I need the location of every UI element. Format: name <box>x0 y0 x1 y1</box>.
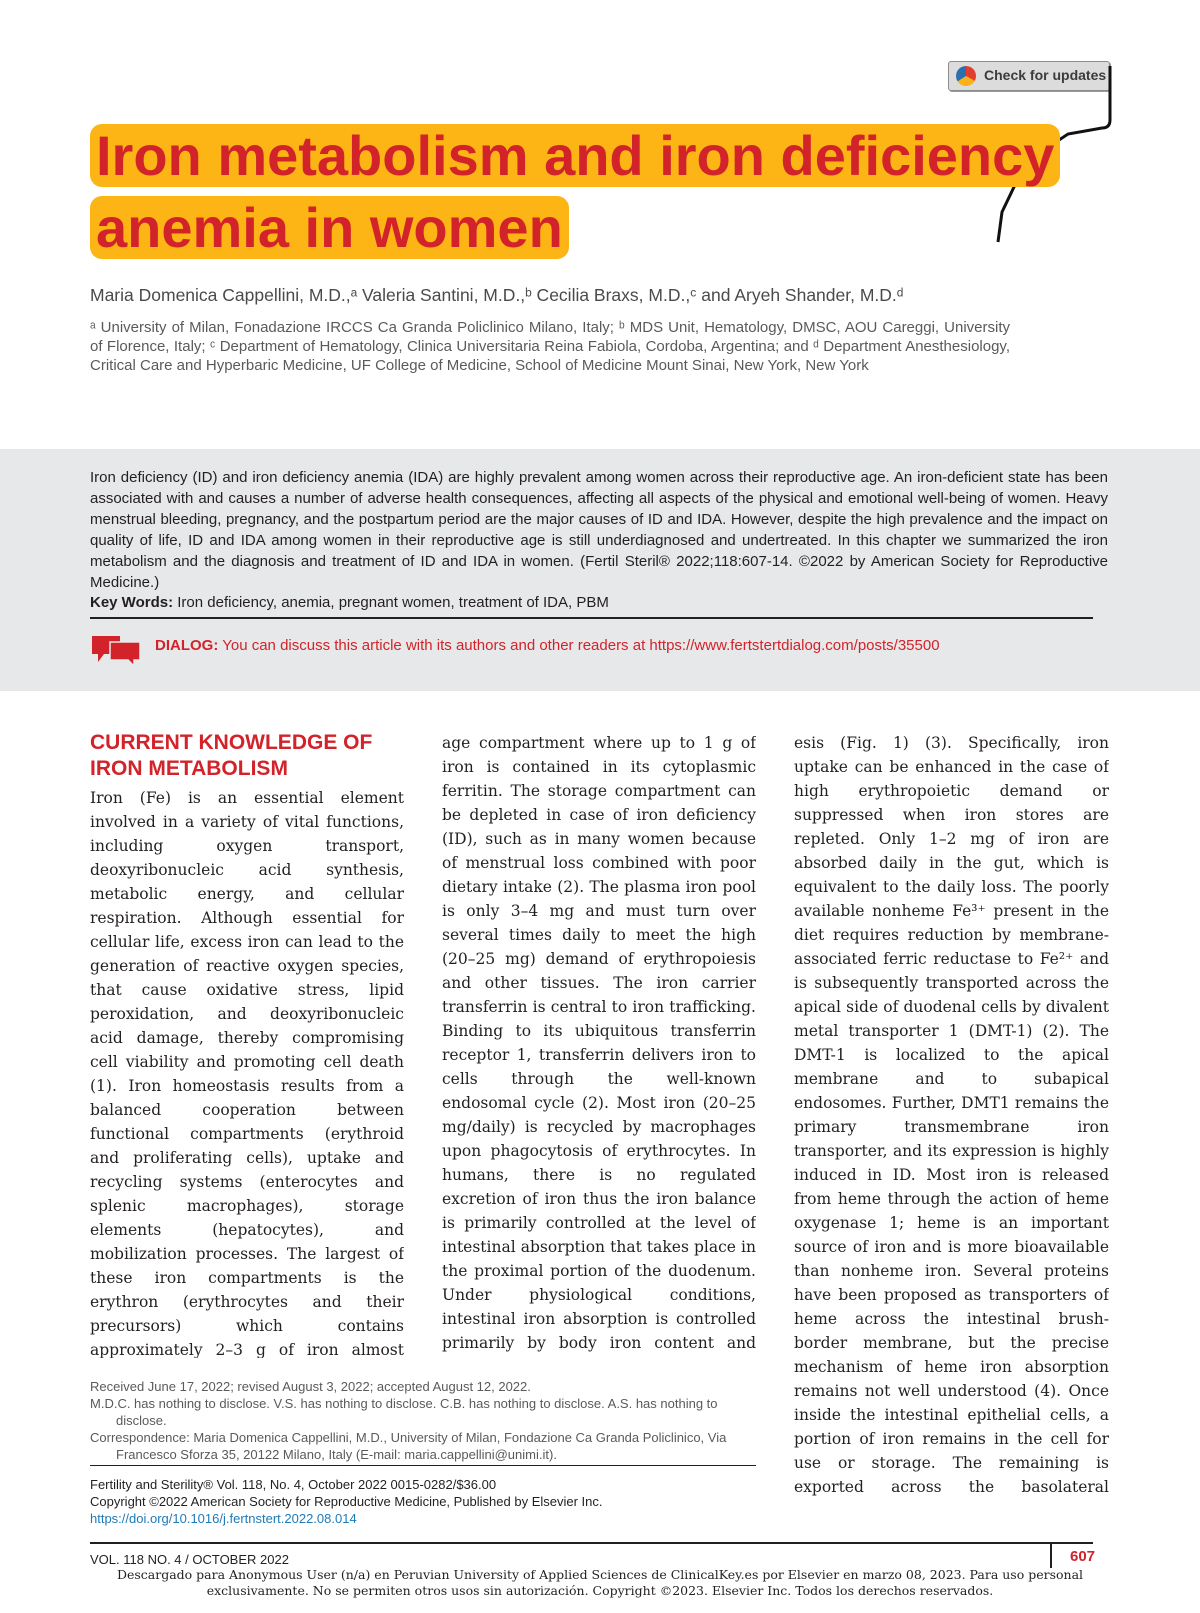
journal-citation: Fertility and Sterility® Vol. 118, No. 4, October 2022 0015-0282/$36.00 <box>90 1477 497 1492</box>
download-notice: Descargado para Anonymous User (n/a) en Peruvian University of Applied Sciences de ClinicalKey.es por Elsevier en marzo 08, 2023. Para uso personal exclusivamente. No se permiten otros usos sin autorización. Copyright ©2023. Elsevier Inc. Todos los derechos reservados. <box>116 1567 1084 1598</box>
volume-issue: VOL. 118 NO. 4 / OCTOBER 2022 <box>90 1552 289 1567</box>
affiliations: ᵃ University of Milan, Fonadazione IRCCS Ca Granda Policlinico Milano, Italy; ᵇ MDS Unit, Hematology, DMSC, AOU Careggi, University of Florence, Italy; ᶜ Department of Hematology, Clinica Universitaria Reina Fabiola, Cordoba, Argentina; and ᵈ Department Anesthesiology, Critical Care and Hyperbaric Medicine, UF College of Medicine, School of Medicine Mount Sinai, New York, New York <box>90 319 1010 374</box>
correspondence-note: Correspondence: Maria Domenica Cappellini, M.D., University of Milan, Fondazione Ca Granda Policlinico, Via Francesco Sforza 35, 20122 Milano, Italy (E-mail: maria.cappellini@unimi.it). <box>90 1430 727 1462</box>
keywords-label: Key Words: <box>90 594 174 611</box>
keywords <box>90 594 1108 611</box>
doi-link[interactable]: https://doi.org/10.1016/j.fertnstert.2022.08.014 <box>90 1511 357 1526</box>
page-number: 607 <box>1070 1548 1096 1565</box>
received-dates: Received June 17, 2022; revised August 3, 2022; accepted August 12, 2022. <box>90 1379 531 1394</box>
journal-info <box>90 1476 756 1527</box>
keywords-value: Iron deficiency, anemia, pregnant women, treatment of IDA, PBM <box>177 594 609 611</box>
footnote-divider <box>90 1465 756 1466</box>
journal-copyright: Copyright ©2022 American Society for Reproductive Medicine, Published by Elsevier Inc. <box>90 1494 603 1509</box>
footnotes <box>90 1378 756 1463</box>
footer-divider <box>90 1542 1093 1544</box>
article-title: Iron metabolism and iron deficiency anemia in women <box>90 120 1090 264</box>
abstract-text: Iron deficiency (ID) and iron deficiency anemia (IDA) are highly prevalent among women across their reproductive age. An iron-deficient state has been associated with and causes a number of adverse health consequences, affecting all aspects of the physical and emotional well-being of women. Heavy menstrual bleeding, pregnancy, and the postpartum period are the major causes of ID and IDA. However, despite the high prevalence and the impact on quality of life, ID and IDA among women in their reproductive age is still underdiagnosed and undertreated. In this chapter we summarized the iron metabolism and the diagnosis and treatment of ID and IDA in women. (Fertil Steril® 2022;118:607-14. ©2022 by American Society for Reproductive Medicine.) <box>90 469 1108 591</box>
dialog-link[interactable] <box>155 637 940 654</box>
section-heading: CURRENT KNOWLEDGE OF IRON METABOLISM <box>90 731 373 780</box>
body-column-2: age compartment where up to 1 g of iron is contained in its cytoplasmic ferritin. The storage compartment can be depleted in case of iron deficiency (ID), such as in many women because of menstrual loss combined with poor dietary intake (2). The plasma iron pool is only 3–4 mg and must turn over several times daily to meet the high (20–25 mg) demand of erythropoiesis and other tissues. The iron carrier transferrin is central to iron trafficking. Binding to its ubiquitous transferrin receptor 1, transferrin delivers iron to cells through the well-known endosomal cycle (2). Most iron (20–25 mg/daily) is recycled by macrophages upon phagocytosis of erythrocytes. In humans, there is no regulated excretion of iron thus the iron balance is primarily controlled at the level of intestinal absorption that takes place in the proximal portion of the duodenum. Under physiological conditions, intestinal iron absorption is controlled primarily by body iron content and <box>442 734 756 1352</box>
dialog-text: You can discuss this article with its authors and other readers at https://www.fertstertdialog.com/posts/35500 <box>222 637 940 654</box>
check-for-updates-icon <box>956 66 976 86</box>
dialog-label: DIALOG: <box>155 637 219 654</box>
abstract-divider <box>90 617 1093 619</box>
check-for-updates-label: Check for updates <box>984 67 1107 83</box>
body-column-1: Iron (Fe) is an essential element involved in a variety of vital functions, including oxygen transport, deoxyribonucleic acid synthesis, metabolic energy, and cellular respiration. Although essential for cellular life, excess iron can lead to the generation of reactive oxygen species, that cause oxidative stress, lipid peroxidation, and deoxyribonucleic acid damage, thereby compromising cell viability and promoting cell death (1). Iron homeostasis results from a balanced cooperation between functional compartments (erythroid and proliferating cells), uptake and recycling systems (enterocytes and splenic macrophages), storage elements (hepatocytes), and mobilization processes. The largest of these iron compartments is the erythron (erythrocytes and their precursors) which contains approximately 2–3 g of iron almost <box>90 789 404 1358</box>
body-column-3: esis (Fig. 1) (3). Specifically, iron uptake can be enhanced in the case of high erythropoietic demand or suppressed when iron stores are repleted. Only 1–2 mg of iron are absorbed daily in the gut, which is equivalent to the daily loss. The poorly available nonheme Fe³⁺ present in the diet requires reduction by membrane-associated ferric reductase to Fe²⁺ and is subsequently transported across the apical side of duodenal cells by divalent metal transporter 1 (DMT-1) (2). The DMT-1 is localized to the apical membrane and to subapical endosomes. Further, DMT1 remains the primary transmembrane iron transporter, and its expression is highly induced in ID. Most iron is released from heme through the action of heme oxygenase 1; heme is an important source of iron and is more bioavailable than nonheme iron. Several proteins have been proposed as transporters of heme across the intestinal brush-border membrane, but the precise mechanism of heme iron absorption remains not well understood (4). Once inside the intestinal epithelial cells, a portion of iron remains in the cell for use or storage. The remaining is exported across the basolateral <box>794 734 1109 1496</box>
disclosure-note: M.D.C. has nothing to disclose. V.S. has nothing to disclose. C.B. has nothing to disclose. A.S. has nothing to disclose. <box>90 1396 718 1428</box>
footer-tick <box>1050 1544 1052 1568</box>
author-list: Maria Domenica Cappellini, M.D.,ᵃ Valeria Santini, M.D.,ᵇ Cecilia Braxs, M.D.,ᶜ and Aryeh Shander, M.D.ᵈ <box>90 285 904 305</box>
speech-bubble-icon <box>90 634 142 668</box>
